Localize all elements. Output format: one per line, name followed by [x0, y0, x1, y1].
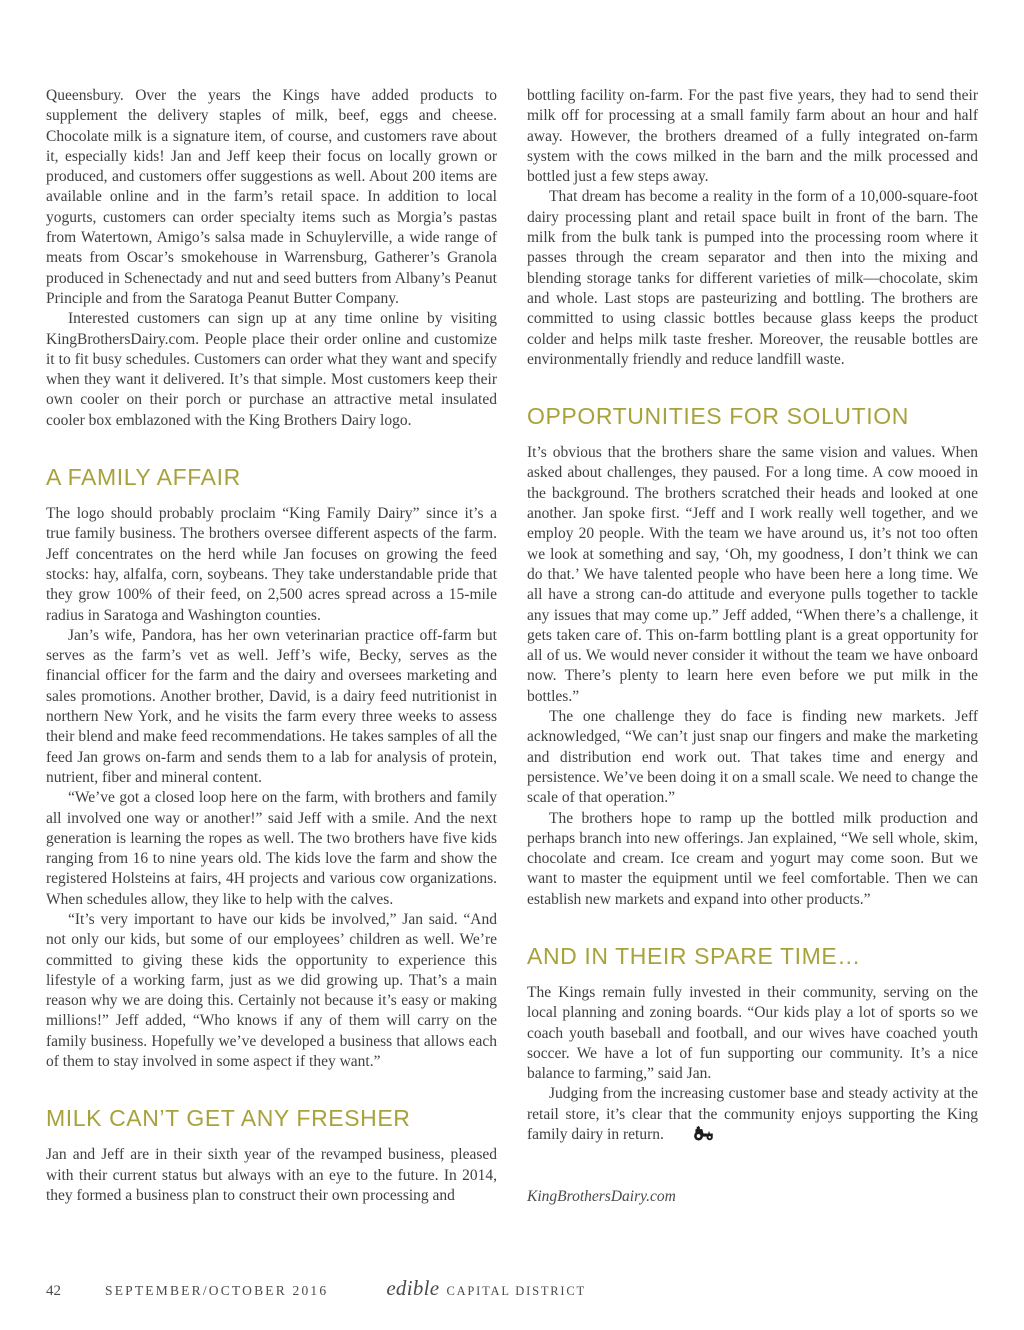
paragraph-judging-text: Judging from the increasing customer base and steady activity at the retail store, it’s clear that the community enjoys supporting the King family dairy in return.	[527, 1085, 978, 1144]
paragraph-queensbury: Queensbury. Over the years the Kings have added products to supplement the delivery staples of milk, beef, eggs and cheese. Chocolate milk is a signature item, of course, and customers rave about it, especially kids! Jan and Jeff keep their focus on locally grown or produced, and customers offer suggestions as well. About 200 items are available online and in the farm’s retail space. In addition to local yogurts, customers can order specialty items such as Morgia’s pastas from Watertown, Amigo’s salsa made in Schuylerville, a wide range of meats from Oscar’s smokehouse in Warrensburg, Gatherer’s Granola produced in Schenectady and nut and seed butters from Albany’s Peanut Principle and from the Saratoga Peanut Butter Company.	[46, 87, 497, 307]
section-heading-milk-fresher: MILK CAN’T GET ANY FRESHER	[46, 1105, 411, 1132]
paragraph-one-challenge: The one challenge they do face is finding new markets. Jeff acknowledged, “We can’t just snap our fingers and make the marketing and distribution end work out. That takes time and energy and persistence. We’ve been doing it on a small scale. We need to change the scale of that operation.”	[527, 708, 979, 807]
paragraph-sixth-year: Jan and Jeff are in their sixth year of the revamped business, pleased with their current status but always with an eye to the future. In 2014, they formed a business plan to construct their own processing and	[46, 1146, 497, 1204]
paragraph-obvious: It’s obvious that the brothers share the same vision and values. When asked about challenges, they paused. For a long time. A cow mooed in the background. The brothers scratched their heads and looked at one another. Jan spoke first. “Jeff and I work really well together, and we employ 20 people. With the team we have around us, it’s not too often we look at something and say, ‘Oh, my goodness, I don’t think we can do that.’ We have talented people who have been here a long time. We all have a strong can-do attitude and everyone pulls together to tackle any issues that may come up.” Jeff added, “When there’s a challenge, it gets taken care of. This on-farm bottling plant is a great opportunity for all of us. We would never consider it without the team we have onboard now. There’s plenty to learn here even before we put milk in the bottles.”	[527, 444, 978, 705]
paragraph-ramp-up: The brothers hope to ramp up the bottled milk production and perhaps branch into new offerings. Jan explained, “We sell whole, skim, chocolate and cream. Ice cream and yogurt may come soon. But we want to master the equipment until we feel comfortable. Then we can establish new markets and expand into other products.”	[527, 809, 978, 908]
paragraph-kids-involved: “It’s very important to have our kids be involved,” Jan said. “And not only our kids, but some of our employees’ children as well. We’re committed to giving these kids the opportunity to experience this lifestyle of a working farm, just as we did growing up. That’s a main reason why we are doing this. Certainly not because it’s easy or making millions!” Jeff added, “Who knows if any of them will carry on the family business. Hopefully we’ve developed a business that allows each of them to stay involved in some aspect if they want.”	[46, 910, 497, 1071]
paragraph-logo: The logo should probably proclaim “King Family Dairy” since it’s a true family business. The brothers oversee different aspects of the farm. Jeff concentrates on the herd while Jan focuses on growing the feed stocks: hay, alfalfa, corn, soybeans. They take understandable pride that they grow 100% of their feed, on 2,500 acres spread across a 15-mile radius in Saratoga and Washington counties.	[46, 505, 497, 624]
issue-date: SEPTEMBER/OCTOBER 2016	[105, 1283, 329, 1298]
paragraph-closed-loop: “We’ve got a closed loop here on the farm, with brothers and family all involved one way or another!” said Jeff with a smile. And the next generation is learning the ropes as well. The two brothers have five kids ranging from 16 to nine years old. The kids love the farm and show the registered Holsteins at fairs, 4H projects and various cow organizations. When schedules allow, they like to help with the calves.	[46, 789, 497, 908]
paragraph-community: The Kings remain fully invested in their community, serving on the local planning and zoning boards. “Our kids play a lot of sports so we coach youth baseball and football, and our wives have coached youth soccer. We have a lot of fun supporting our community. It’s a nice balance to farming,” said Jan.	[527, 983, 978, 1083]
magazine-title-capital-district: CAPITAL DISTRICT	[446, 1284, 586, 1298]
page-number: 42	[46, 1283, 61, 1299]
section-heading-spare-time: AND IN THEIR SPARE TIME…	[527, 942, 861, 969]
paragraph-judging	[527, 1084, 978, 1147]
section-heading-a-family-affair: A FAMILY AFFAIR	[46, 464, 241, 491]
paragraph-jans-wife: Jan’s wife, Pandora, has her own veterinarian practice off-farm but serves as the farm’s vet as well. Jeff’s wife, Becky, serves as the financial officer for the farm and the dairy and oversees marketing and sales promotions. Another brother, David, is a dairy feed nutritionist in northern New York, and he visits the farm every three weeks to assess their blend and make feed recommendations. He takes samples of all the feed Jan grows on-farm and sends them to a lab for analysis of protein, nutrient, fiber and mineral content.	[46, 626, 497, 786]
right-column	[527, 86, 978, 1223]
magazine-title-edible: edible	[386, 1276, 440, 1300]
paragraph-bottling-facility: bottling facility on-farm. For the past five years, they had to send their milk off for processing at a small family farm about an hour and half away. However, the brothers dreamed of a fully integrated on-farm system with the cows milked in the barn and the milk processed and bottled just a few steps away.	[527, 87, 978, 186]
paragraph-dream-reality: That dream has become a reality in the form of a 10,000-square-foot dairy processing plant and retail space built in front of the barn. The milk from the bulk tank is pumped into the processing room where it passes through the cream separator and then into the mixing and blending storage tanks for different varieties of milk—chocolate, skim and whole. Last stops are pasteurizing and bottling. The brothers are committed to using classic bottles because glass keeps the product colder and helps milk taste fresher. Moreover, the reusable bottles are environmentally friendly and reduce landfill waste.	[527, 188, 978, 368]
paragraph-interested-customers: Interested customers can sign up at any time online by visiting KingBrothersDairy.com. People place their order online and customize it to fit busy schedules. Customers can order what they want and specify when they want it delivered. It’s that simple. Most customers keep their own cooler on their porch or purchase an attractive metal insulated cooler box emblazoned with the King Brothers Dairy logo.	[46, 310, 497, 429]
section-heading-opportunities: OPPORTUNITIES FOR SOLUTION	[527, 403, 909, 430]
magazine-title	[386, 1276, 586, 1301]
website-link[interactable]: KingBrothersDairy.com	[527, 1188, 676, 1206]
left-column	[46, 86, 497, 1223]
tractor-icon	[671, 1126, 714, 1147]
article-body	[46, 86, 978, 1223]
page-footer	[46, 1276, 978, 1301]
